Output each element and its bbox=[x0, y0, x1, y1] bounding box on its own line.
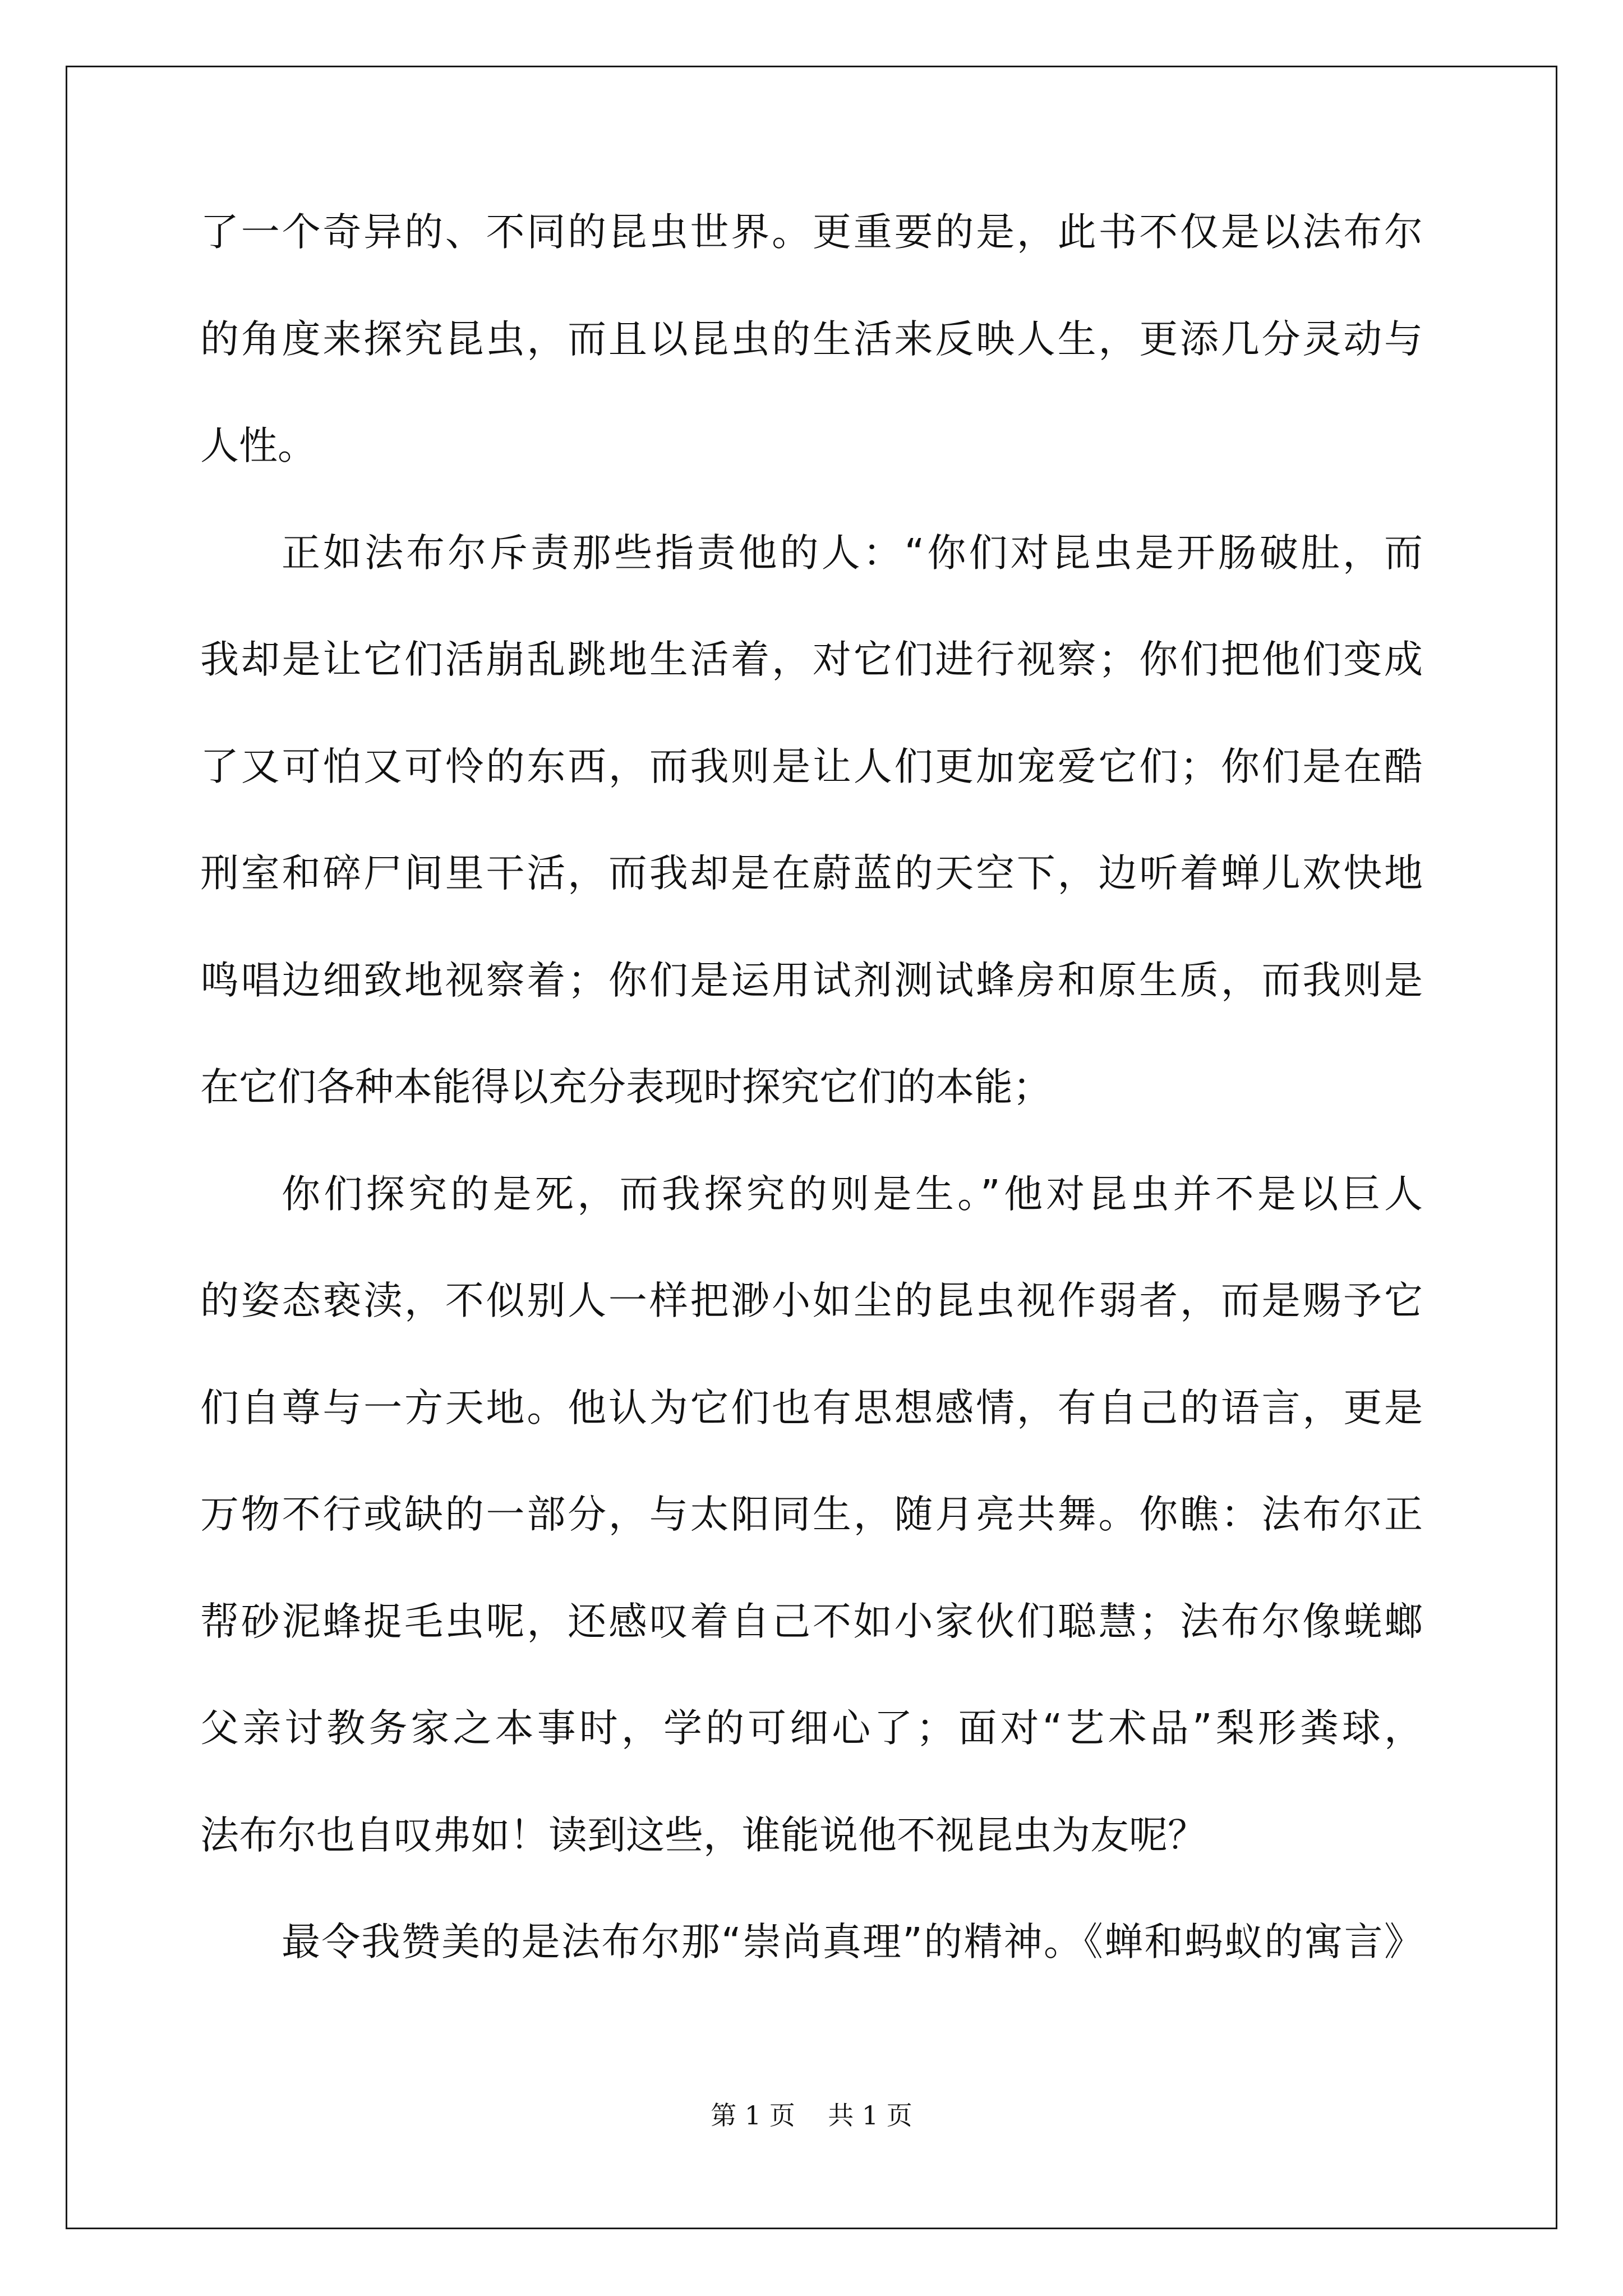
text-line: 在它们各种本能得以充分表现时探究它们的本能； bbox=[200, 1065, 1052, 1110]
text-line: 的角度来探究昆虫，而且以昆虫的生活来反映人生，更添几分灵动与 bbox=[200, 316, 1423, 362]
text-line: 了一个奇异的、不同的昆虫世界。更重要的是，此书不仅是以法布尔 bbox=[200, 210, 1423, 255]
text-line: 们自尊与一方天地。他认为它们也有思想感情，有自己的语言，更是 bbox=[200, 1385, 1423, 1430]
text-line: 我却是让它们活崩乱跳地生活着，对它们进行视察；你们把他们变成 bbox=[200, 637, 1423, 682]
document-body bbox=[200, 210, 1423, 2030]
text-line: 人性。 bbox=[200, 424, 316, 468]
text-line: 父亲讨教务家之本事时，学的可细心了；面对“艺术品”梨形粪球， bbox=[200, 1706, 1423, 1751]
text-line: 万物不行或缺的一部分，与太阳同生，随月亮共舞。你瞧：法布尔正 bbox=[200, 1492, 1423, 1537]
text-line: 鸣唱边细致地视察着；你们是运用试剂测试蜂房和原生质，而我则是 bbox=[200, 958, 1423, 1003]
text-line: 的姿态亵渎，不似别人一样把渺小如尘的昆虫视作弱者，而是赐予它 bbox=[200, 1278, 1423, 1323]
paragraph-first-line: 正如法布尔斥责那些指责他的人：“你们对昆虫是开肠破肚，而 bbox=[282, 530, 1423, 576]
page-number-footer: 第 1 页 共 1 页 bbox=[711, 2100, 912, 2131]
text-line: 了又可怕又可怜的东西，而我则是让人们更加宠爱它们；你们是在酷 bbox=[200, 744, 1423, 789]
text-line: 帮砂泥蜂捉毛虫呢，还感叹着自己不如小家伙们聪慧；法布尔像蜣螂 bbox=[200, 1599, 1423, 1644]
text-line: 法布尔也自叹弗如！读到这些，谁能说他不视昆虫为友呢？ bbox=[200, 1812, 1206, 1858]
paragraph-first-line: 最令我赞美的是法布尔那“崇尚真理”的精神。《蝉和蚂蚁的寓言》 bbox=[282, 1920, 1423, 1964]
paragraph-first-line: 你们探究的是死，而我探究的则是生。”他对昆虫并不是以巨人 bbox=[282, 1171, 1423, 1217]
text-line: 刑室和碎尸间里干活，而我却是在蔚蓝的天空下，边听着蝉儿欢快地 bbox=[200, 851, 1423, 896]
